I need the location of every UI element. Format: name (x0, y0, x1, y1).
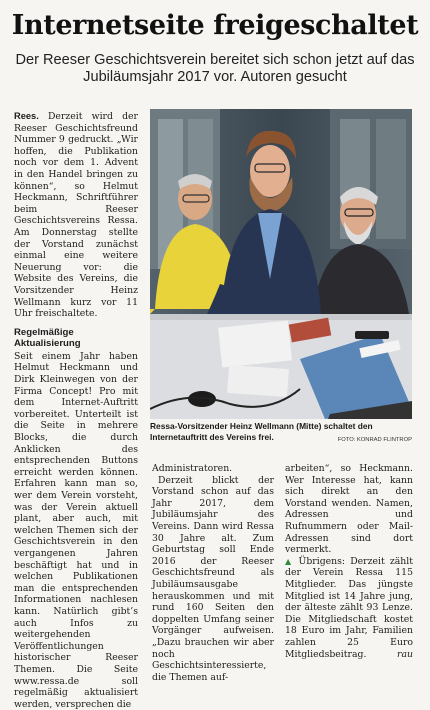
body-paragraph: arbeiten“, so Heckmann. Wer Interesse hat, kann sich direkt an den Vorstand wenden. Namen, Adressen und Rufnummern oder Mail-Adressen sind dort vermerkt. (285, 463, 413, 556)
lead-text: Derzeit wird der Reeser Geschichtsfreund Nummer 9 gedruckt. „Wir hoffen, die Publikation noch vor dem 1. Advent in den Handel bringen zu können“, so Helmut Heckmann, Schriftführer beim Reeser Geschichtsvereins Ressa. Am Donnerstag stellte der Vorstand zunächst einmal eine weitere Neuerung vor: die Website des Vereins, die Vorsitzender Heinz Wellmann kurz vor 11 Uhr freischaltete. (14, 111, 138, 320)
subheadline: Der Reeser Geschichtsverein bereitet sich schon jetzt auf das Jubiläumsjahr 2017 vor. Autoren gesucht (15, 52, 415, 85)
dateline: Rees. (14, 111, 39, 121)
lead-paragraph (14, 111, 138, 320)
article-photo (150, 109, 412, 419)
info-paragraph (285, 556, 413, 660)
caption-text: Ressa-Vorsitzender Heinz Wellmann (Mitte) schaltet den Internetauftritt des Vereins frei. (150, 421, 373, 442)
triangle-bullet-icon: ▲ (285, 556, 294, 566)
photo-caption (150, 421, 412, 445)
body-paragraph: Derzeit blickt der Vorstand schon auf das Jahr 2017, dem Jubiläumsjahr des Vereins. Dann wird Ressa 30 Jahre alt. Zum Geburtstag soll Ende 2016 der Reeser Geschichtsfreund als Jubiläumsausgabe herauskommen und mit rund 160 Seiten den doppelten Umfang seiner Vorgänger aufweisen. „Dazu brauchen wir aber noch Geschichtsinteressierte, die Themen auf- (152, 474, 274, 683)
column-2 (152, 463, 274, 683)
body-paragraph: Seit einem Jahr haben Helmut Heckmann und Dirk Kleinwegen von der Firma Concept! Pro mit dem Internet-Auftritt vorbereitet. Unterteilt ist die Seite in mehrere Blocks, die durch Anklicken des entsprechenden Buttons erreicht werden können. Erfahren kann man so, wer dem Verein vorsteht, was der Verein aktuell plant, aber auch, mit welchen Themen sich der Geschichtsverein in den vergangenen Jahren beschäftigt hat und in welchen Publikationen man die entsprechenden Informationen nachlesen kann. Natürlich gibt’s auch Infos zu weitergehenden Veröffentlichungen historischer Reeser Themen. Die Seite www.ressa.de soll regelmäßig aktualisiert werden, versprechen die (14, 350, 138, 710)
photo-credit: FOTO: KONRAD FLINTROP (337, 436, 412, 443)
body-paragraph: Administratoren. (152, 463, 233, 474)
headline: Internetseite freigeschaltet (11, 10, 419, 41)
column-1 (14, 111, 138, 710)
author-initials: rau (397, 648, 413, 660)
info-text: Übrigens: Derzeit zählt der Verein Ressa 115 Mitglieder. Das jüngste Mitglied ist 14 Jahre jung, der älteste zählt 93 Lenze. Die Mitgliedschaft kostet 18 Euro im Jahr, Familien zahlen 25 Euro Mitgliedsbeitrag. (285, 555, 413, 660)
section-subtitle: Regelmäßige Aktualisierung (14, 326, 81, 350)
column-3 (285, 463, 413, 660)
